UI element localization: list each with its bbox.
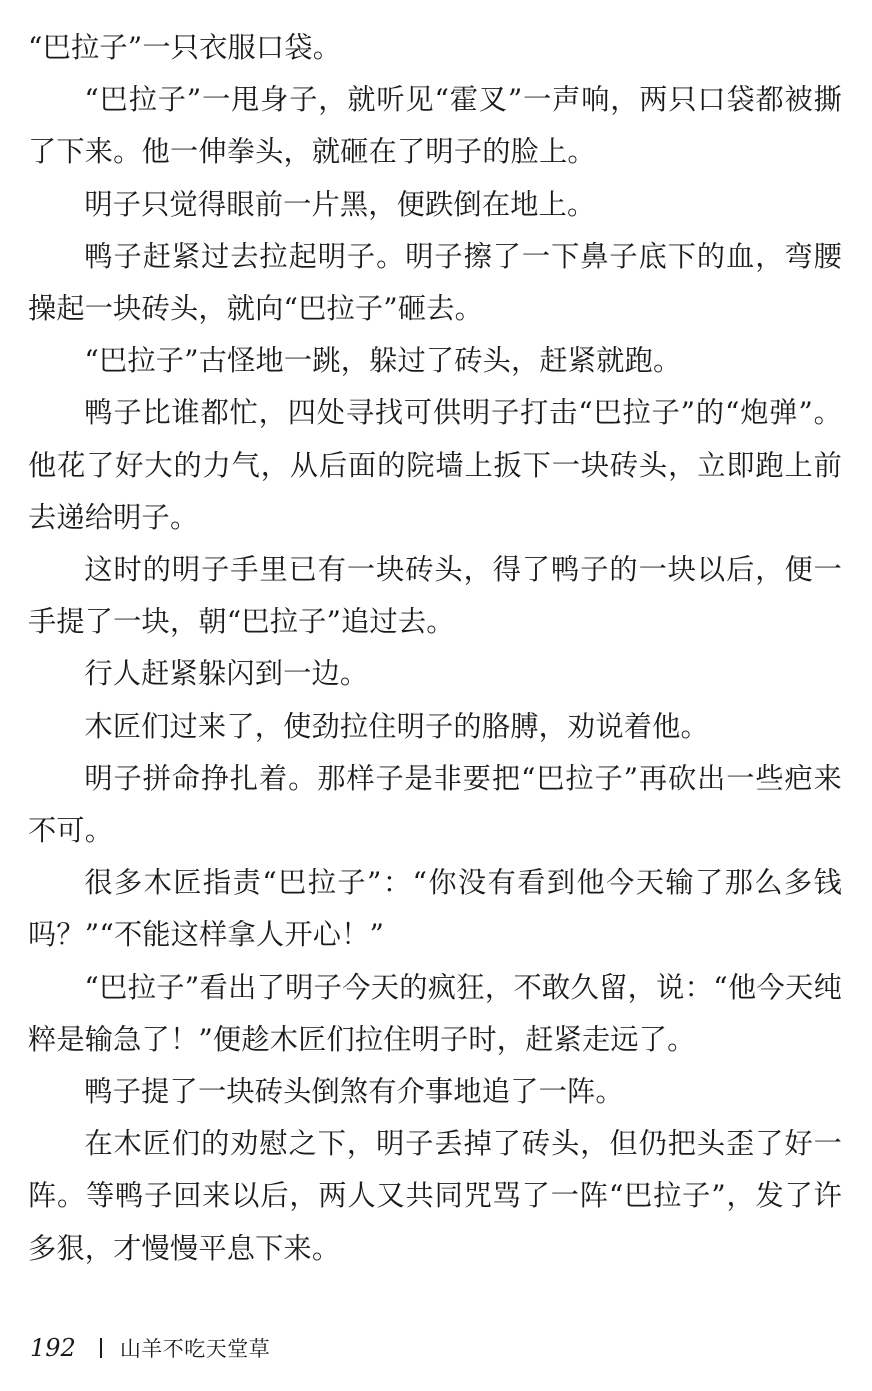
paragraph: “巴拉子”一甩身子，就听见“霍叉”一声响，两只口袋都被撕了下来。他一伸拳头，就砸在了明子的脸上。 xyxy=(28,83,842,169)
paragraph: 很多木匠指责“巴拉子”：“你没有看到他今天输了那么多钱吗？”“不能这样拿人开心！” xyxy=(28,866,842,952)
paragraph: “巴拉子”古怪地一跳，躲过了砖头，赶紧就跑。 xyxy=(84,344,682,378)
paragraph: 鸭子赶紧过去拉起明子。明子擦了一下鼻子底下的血，弯腰操起一块砖头，就向“巴拉子”砸去。 xyxy=(28,239,842,326)
paragraph: “巴拉子”一只衣服口袋。 xyxy=(28,31,342,64)
paragraph: 行人赶紧躲闪到一边。 xyxy=(84,657,369,691)
footer-divider xyxy=(100,1338,102,1358)
paragraph: 明子拼命挣扎着。那样子是非要把“巴拉子”再砍出一些疤来不可。 xyxy=(28,761,842,848)
paragraph: 鸭子比谁都忙，四处寻找可供明子打击“巴拉子”的“炮弹”。他花了好大的力气，从后面的院墙上扳下一块砖头，立即跑上前去递给明子。 xyxy=(28,396,842,534)
page-number: 192 xyxy=(30,1334,76,1362)
paragraph: 在木匠们的劝慰之下，明子丢掉了砖头，但仍把头歪了好一阵。等鸭子回来以后，两人又共同咒骂了一阵“巴拉子”，发了许多狠，才慢慢平息下来。 xyxy=(28,1127,842,1265)
paragraph: 这时的明子手里已有一块砖头，得了鸭子的一块以后，便一手提了一块，朝“巴拉子”追过去。 xyxy=(28,553,842,639)
page-footer xyxy=(30,1330,270,1366)
paragraph: 鸭子提了一块砖头倒煞有介事地追了一阵。 xyxy=(84,1075,624,1109)
paragraph: “巴拉子”看出了明子今天的疯狂，不敢久留，说：“他今天纯粹是输急了！”便趁木匠们拉住明子时，赶紧走远了。 xyxy=(28,970,842,1056)
book-title: 山羊不吃天堂草 xyxy=(119,1337,271,1361)
paragraph: 明子只觉得眼前一片黑，便跌倒在地上。 xyxy=(84,187,596,221)
body-text xyxy=(28,22,842,1275)
paragraph: 木匠们过来了，使劲拉住明子的胳膊，劝说着他。 xyxy=(84,709,709,743)
